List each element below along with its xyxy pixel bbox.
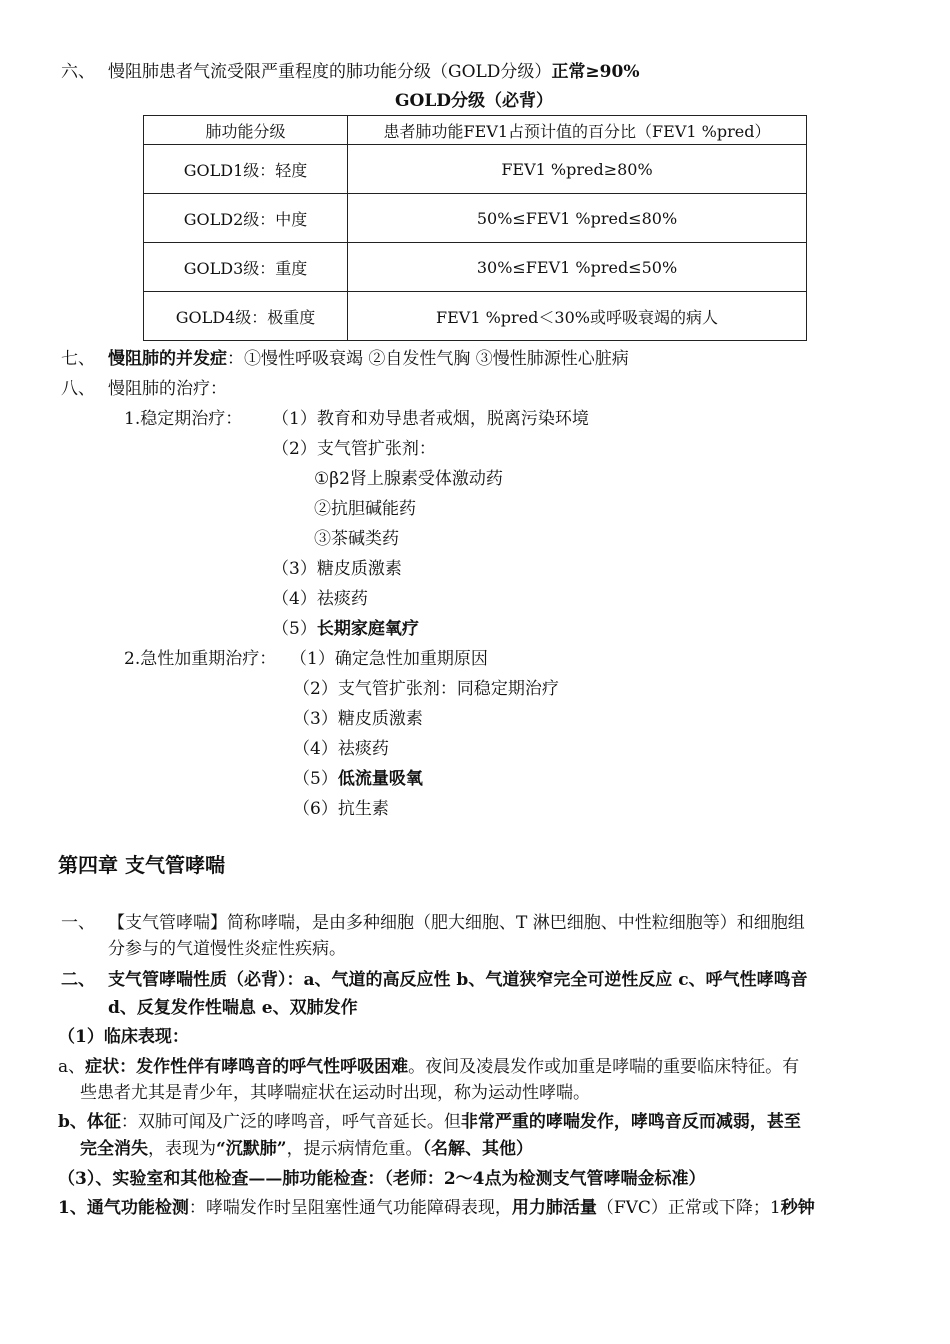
table-header-row <box>144 116 807 145</box>
ch4-section-1-line: 分参与的气道慢性炎症性疾病。 <box>108 939 346 959</box>
list-item <box>272 617 419 641</box>
acute-therapy-label: 2.急性加重期治疗： <box>124 649 277 669</box>
ventilation-text: （FVC）正常或下降；1 <box>596 1198 781 1218</box>
fev1-term: 秒钟 <box>780 1198 815 1218</box>
list-item: （1）确定急性加重期原因 <box>290 649 488 669</box>
table-row <box>144 292 807 341</box>
table-cell-grade: GOLD4级：极重度 <box>144 292 348 341</box>
ch4-section-2-number: 二、 <box>61 970 95 990</box>
section-6-normal-value: 正常≥90% <box>551 62 640 82</box>
sign-line-2 <box>80 1137 533 1161</box>
table-caption: GOLD分级（必背） <box>395 91 554 111</box>
sign-text: ，表现为 <box>148 1139 216 1159</box>
list-item: （6）抗生素 <box>293 799 389 819</box>
sign-text: ：双肺可闻及广泛的哮鸣音，呼气音延长。但 <box>120 1112 461 1132</box>
section-7-heading <box>108 347 629 371</box>
symptom-paragraph <box>58 1055 799 1079</box>
ch4-section-1-line: 【支气管哮喘】简称哮喘，是由多种细胞（肥大细胞、T 淋巴细胞、中性粒细胞等）和细胞组 <box>108 913 805 933</box>
list-item: （3）糖皮质激素 <box>293 709 423 729</box>
list-item: ②抗胆碱能药 <box>314 499 416 519</box>
ch4-section-2-line: d、反复发作性喘息 e、双肺发作 <box>108 998 358 1018</box>
ventilation-paragraph <box>58 1196 815 1220</box>
table-header-cell: 肺功能分级 <box>144 116 348 145</box>
symptom-line-2: 些患者尤其是青少年，其哮喘症状在运动时出现，称为运动性哮喘。 <box>80 1083 590 1103</box>
symptom-text: 。夜间及凌晨发作或加重是哮喘的重要临床特征。有 <box>408 1057 800 1077</box>
sign-note: （名解、其他） <box>422 1139 534 1159</box>
ch4-section-2-line: 支气管哮喘性质（必背）：a、气道的高反应性 b、气道狭窄完全可逆性反应 c、呼气性哮鸣音 <box>108 970 808 990</box>
ch4-section-1-number: 一、 <box>61 913 95 933</box>
sign-emphasis: 完全消失 <box>80 1139 148 1159</box>
ventilation-text: ：哮喘发作时呈阻塞性通气功能障碍表现， <box>188 1198 512 1218</box>
section-8-number: 八、 <box>61 379 95 399</box>
table-cell-fev1: FEV1 %pred＜30%或呼吸衰竭的病人 <box>348 292 807 341</box>
section-7-number: 七、 <box>61 349 95 369</box>
section-7-text: ：①慢性呼吸衰竭 ②自发性气胸 ③慢性肺源性心脏病 <box>227 349 629 369</box>
list-item: ①β2肾上腺素受体激动药 <box>314 469 503 489</box>
symptom-bold: 症状：发作性伴有哮鸣音的呼气性呼吸困难 <box>85 1057 409 1077</box>
table-cell-grade: GOLD3级：重度 <box>144 243 348 292</box>
list-item: （1）教育和劝导患者戒烟，脱离污染环境 <box>272 409 589 429</box>
list-item: （4）祛痰药 <box>293 739 389 759</box>
fvc-term: 用力肺活量 <box>511 1198 597 1218</box>
clinical-heading: （1）临床表现： <box>58 1027 189 1047</box>
list-item-number: （5） <box>272 619 317 639</box>
sign-emphasis: 非常严重的哮喘发作，哮鸣音反而减弱，甚至 <box>460 1112 801 1132</box>
list-item: （2）支气管扩张剂：同稳定期治疗 <box>293 679 559 699</box>
section-7-bold: 慢阻肺的并发症 <box>108 349 227 369</box>
list-item: （2）支气管扩张剂： <box>272 439 436 459</box>
table-cell-grade: GOLD2级：中度 <box>144 194 348 243</box>
table-row <box>144 194 807 243</box>
sign-text: ，提示病情危重。 <box>286 1139 423 1159</box>
section-6-heading <box>108 60 640 84</box>
list-item: ③茶碱类药 <box>314 529 399 549</box>
stable-therapy-label: 1.稳定期治疗： <box>124 409 243 429</box>
section-6-number: 六、 <box>61 62 95 82</box>
table-cell-grade: GOLD1级：轻度 <box>144 145 348 194</box>
table-cell-fev1: 50%≤FEV1 %pred≤80% <box>348 194 807 243</box>
list-item-number: （5） <box>293 769 338 789</box>
ventilation-bold: 1、通气功能检测 <box>58 1198 189 1218</box>
sign-bold: b、体征 <box>58 1112 121 1132</box>
list-item-bold: 长期家庭氧疗 <box>316 619 419 639</box>
sign-paragraph <box>58 1110 801 1134</box>
table-cell-fev1: 30%≤FEV1 %pred≤50% <box>348 243 807 292</box>
table-row <box>144 243 807 292</box>
chapter-title: 第四章 支气管哮喘 <box>58 853 225 877</box>
list-item-bold: 低流量吸氧 <box>337 769 423 789</box>
lab-heading: （3）、实验室和其他检查——肺功能检查：（老师：2～4点为检测支气管哮喘金标准） <box>58 1169 706 1189</box>
list-item: （4）祛痰药 <box>272 589 368 609</box>
symptom-prefix: a、 <box>58 1057 86 1077</box>
table-row <box>144 145 807 194</box>
list-item <box>293 767 423 791</box>
table-cell-fev1: FEV1 %pred≥80% <box>348 145 807 194</box>
silent-lung-term: “沉默肺” <box>216 1139 287 1159</box>
gold-grade-table <box>143 115 807 341</box>
table-header-cell: 患者肺功能FEV1占预计值的百分比（FEV1 %pred） <box>348 116 807 145</box>
section-6-text: 慢阻肺患者气流受限严重程度的肺功能分级（GOLD分级） <box>108 62 552 82</box>
section-8-heading: 慢阻肺的治疗： <box>108 379 227 399</box>
list-item: （3）糖皮质激素 <box>272 559 402 579</box>
